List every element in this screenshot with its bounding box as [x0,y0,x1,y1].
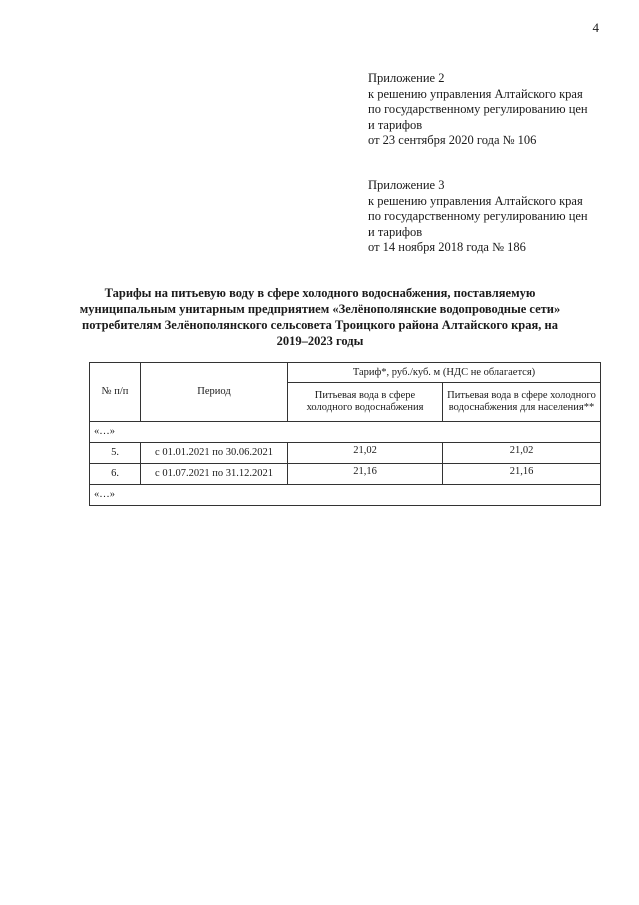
table-row [90,464,601,485]
table-row-ellipsis [90,485,601,506]
cell-period: с 01.07.2021 по 31.12.2021 [141,464,288,485]
header-drinking-water-population: Питьевая вода в сфере холодного водоснабжения для населения** [443,383,601,422]
header-tariff-group: Тариф*, руб./куб. м (НДС не облагается) [288,363,601,383]
header-drinking-water: Питьевая вода в сфере холодного водоснабжения [288,383,443,422]
appendix-3-line: Приложение 3 [368,178,445,192]
appendix-2-line: Приложение 2 [368,71,445,85]
cell-drinking: 21,02 [288,443,443,464]
tariffs-table [89,362,601,506]
appendix-2-line: и тарифов [368,117,423,132]
cell-num: 5. [90,443,141,464]
appendix-2-line: к решению управления Алтайского края [368,86,583,101]
appendix-2-heading [368,71,608,149]
cell-period: с 01.01.2021 по 30.06.2021 [141,443,288,464]
page-number: 4 [592,20,599,35]
table-header-row [90,363,601,383]
appendix-3-heading [368,178,608,256]
appendix-2-line: от 23 сентября 2020 года № 106 [368,133,537,147]
header-period: Период [141,363,288,422]
ellipsis-top: «…» [90,422,601,443]
table-row-ellipsis [90,422,601,443]
ellipsis-bottom: «…» [90,485,601,506]
document-title-line: потребителям Зелёнополянского сельсовета Троицкого района Алтайского края, на [82,318,558,332]
appendix-3-line: и тарифов [368,224,423,239]
cell-drinking: 21,16 [288,464,443,485]
cell-population: 21,16 [443,464,601,485]
cell-num: 6. [90,464,141,485]
cell-population: 21,02 [443,443,601,464]
header-num: № п/п [90,363,141,422]
appendix-3-line: по государственному регулированию цен [368,209,588,223]
document-title [70,285,570,349]
table-row [90,443,601,464]
appendix-2-line: по государственному регулированию цен [368,102,588,116]
document-title-line: Тарифы на питьевую воду в сфере холодного водоснабжения, поставляемую [104,286,536,300]
document-title-line: 2019–2023 годы [276,334,364,348]
appendix-3-line: от 14 ноября 2018 года № 186 [368,240,526,254]
document-title-line: муниципальным унитарным предприятием «Зелёнополянские водопроводные сети» [79,302,561,316]
appendix-3-line: к решению управления Алтайского края [368,193,583,208]
